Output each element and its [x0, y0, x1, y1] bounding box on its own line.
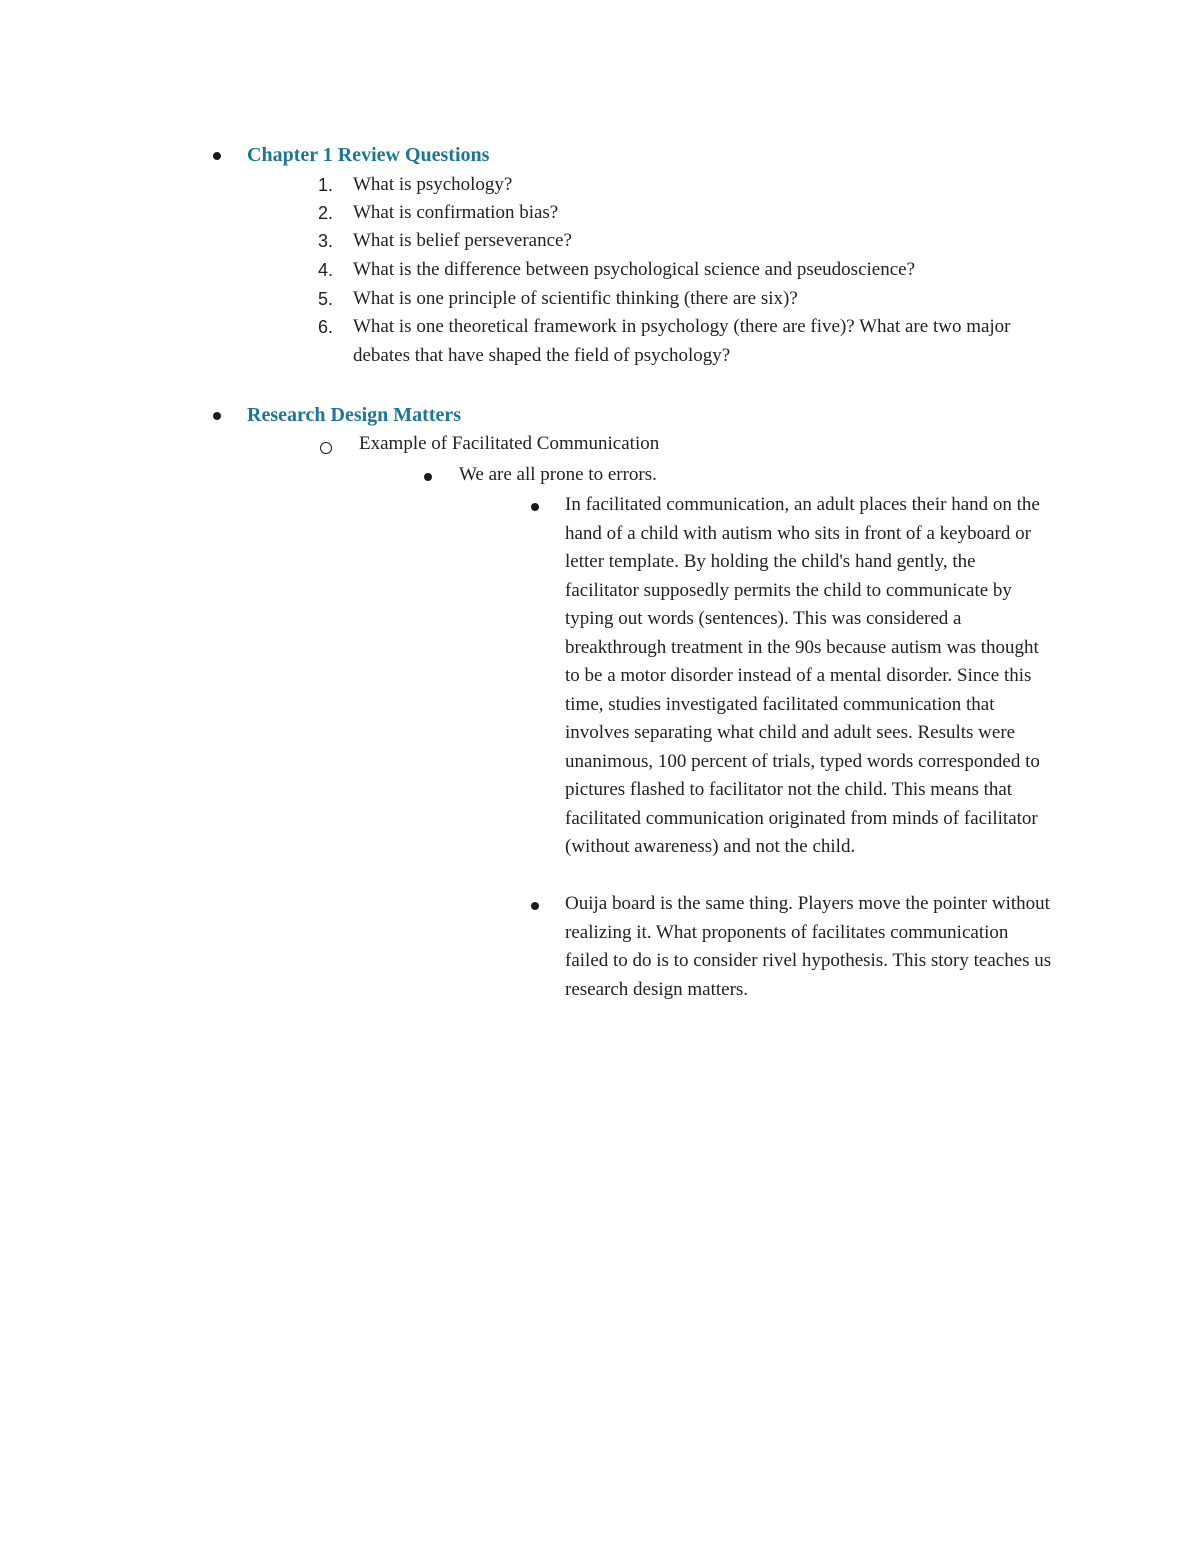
bullet-icon [531, 902, 539, 910]
question-text: What is one principle of scientific thinking (there are six)? [353, 288, 798, 309]
subheading-text: Example of Facilitated Communication [359, 433, 660, 454]
bullet-icon [213, 412, 221, 420]
question-text: What is one theoretical framework in psychology (there are five)? What are two major debates that have shaped the field of psychology? [353, 316, 1011, 366]
point-text: We are all prone to errors. [459, 464, 657, 485]
question-text: What is psychology? [353, 174, 513, 195]
section-heading: Research Design Matters [247, 404, 462, 426]
detail-paragraph: Ouija board is the same thing. Players move the pointer without realizing it. What proponents of facilitates communication failed to do is to consider rivel hypothesis. This story teaches us research design matters. [565, 893, 1052, 1000]
list-number: 1. [318, 175, 334, 195]
section-heading: Chapter 1 Review Questions [247, 144, 490, 166]
list-number: 4. [318, 260, 334, 280]
list-number: 5. [318, 289, 334, 309]
bullet-icon [424, 473, 432, 481]
bullet-icon [213, 152, 221, 160]
list-number: 6. [318, 317, 334, 337]
list-number: 2. [318, 203, 334, 223]
list-number: 3. [318, 231, 334, 251]
detail-paragraph: In facilitated communication, an adult places their hand on the hand of a child with autism who sits in front of a keyboard or letter template. By holding the child's hand gently, the facilitator supposedly permits the child to communicate by typing out words (sentences). This was considered a breakthrough treatment in the 90s because autism was thought to be a motor disorder instead of a mental disorder. Since this time, studies investigated facilitated communication that involves separating what child and adult sees. Results were unanimous, 100 percent of trials, typed words corresponded to pictures flashed to facilitator not the child. This means that facilitated communication originated from minds of facilitator (without awareness) and not the child. [565, 494, 1040, 857]
question-text: What is belief perseverance? [353, 230, 572, 251]
question-text: What is the difference between psychological science and pseudoscience? [353, 259, 916, 280]
bullet-icon [531, 503, 539, 511]
question-text: What is confirmation bias? [353, 202, 559, 223]
hollow-bullet-icon [320, 442, 332, 454]
